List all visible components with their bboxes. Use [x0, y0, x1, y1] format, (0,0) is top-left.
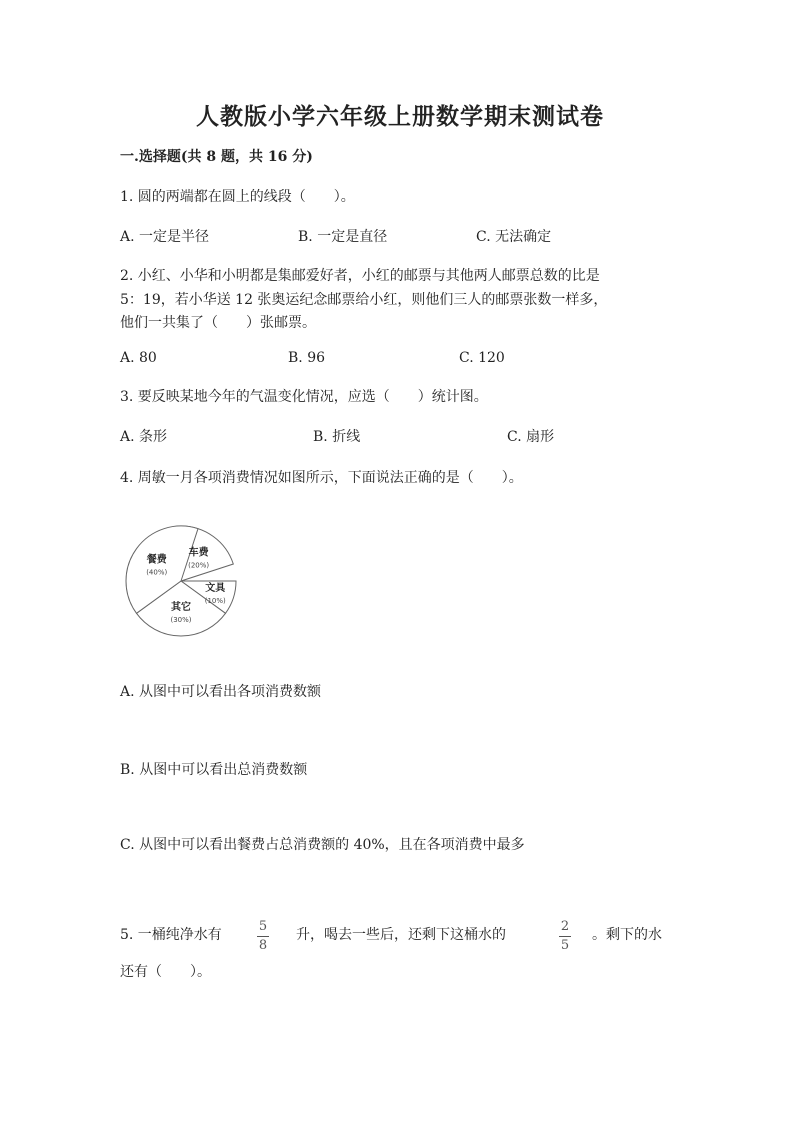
- q3-option-a: A. 条形: [120, 429, 168, 445]
- pie-slice-name: 车费: [188, 547, 209, 559]
- pie-slice-percent: (30%): [170, 616, 192, 624]
- pie-slice-name: 餐费: [146, 554, 167, 566]
- question-5-part-1: 5. 一桶纯净水有: [120, 927, 222, 943]
- pie-chart: [118, 524, 248, 644]
- q1-option-c: C. 无法确定: [476, 229, 552, 245]
- pie-slice-percent: (10%): [204, 597, 226, 606]
- question-2-line-1: 2. 小红、小华和小明都是集邮爱好者，小红的邮票与其他两人邮票总数的比是: [120, 268, 600, 284]
- q4-option-b: B. 从图中可以看出总消费数额: [120, 762, 308, 778]
- q4-option-a: A. 从图中可以看出各项消费数额: [120, 684, 322, 700]
- pie-slice-percent: (20%): [188, 561, 210, 570]
- q2-option-c: C. 120: [459, 350, 505, 366]
- q1-option-b: B. 一定是直径: [298, 229, 388, 245]
- fraction-numerator: 5: [258, 919, 268, 934]
- q1-option-a: A. 一定是半径: [120, 229, 210, 245]
- section-heading: 一.选择题(共 8 题，共 16 分): [120, 149, 313, 165]
- question-2-line-2: 5：19，若小华送 12 张奥运纪念邮票给小红，则他们三人的邮票张数一样多，: [120, 292, 608, 308]
- question-4-text: 4. 周敏一月各项消费情况如图所示，下面说法正确的是（ ）。: [120, 470, 523, 486]
- q2-option-a: A. 80: [120, 350, 157, 366]
- fraction-bar: [559, 936, 571, 937]
- pie-slice-percent: (40%): [146, 568, 168, 577]
- q4-option-c: C. 从图中可以看出餐费占总消费额的 40%，且在各项消费中最多: [120, 837, 525, 853]
- question-2-line-3: 他们一共集了（ ）张邮票。: [120, 315, 316, 331]
- fraction-denominator: 8: [258, 938, 268, 953]
- fraction-5-8: [257, 919, 269, 954]
- page-title: 人教版小学六年级上册数学期末测试卷: [196, 103, 604, 130]
- fraction-bar: [257, 936, 269, 937]
- fraction-numerator: 2: [560, 919, 570, 934]
- fraction-2-5: [559, 919, 571, 954]
- fraction-denominator: 5: [560, 938, 570, 953]
- question-5-part-2: 升，喝去一些后，还剩下这桶水的: [296, 927, 506, 943]
- question-5-line-2: 还有（ ）。: [120, 964, 211, 980]
- pie-slice-name: 文具: [205, 583, 226, 595]
- question-3-text: 3. 要反映某地今年的气温变化情况，应选（ ）统计图。: [120, 389, 488, 405]
- q3-option-b: B. 折线: [313, 429, 361, 445]
- question-1-text: 1. 圆的两端都在圆上的线段（ ）。: [120, 189, 355, 205]
- q3-option-c: C. 扇形: [507, 429, 555, 445]
- q2-option-b: B. 96: [288, 350, 326, 366]
- pie-slice-name: 其它: [171, 602, 191, 613]
- question-5-part-3: 。剩下的水: [592, 927, 662, 943]
